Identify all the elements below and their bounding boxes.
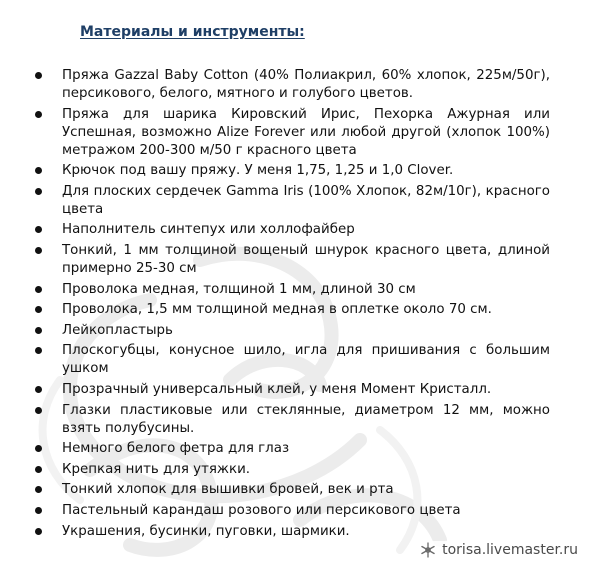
list-item: Проволока, 1,5 мм толщиной медная в оплетке около 70 см. — [0, 301, 600, 319]
bullet-icon — [35, 445, 42, 452]
list-item: Украшения, бусинки, пуговки, шармики. — [0, 523, 600, 541]
bullet-icon — [35, 167, 42, 174]
bullet-icon — [35, 386, 42, 393]
list-item: Крючок под вашу пряжу. У меня 1,75, 1,25 и 1,0 Clover. — [0, 162, 600, 180]
watermark-text: torisa.livemaster.ru — [442, 542, 578, 558]
bullet-icon — [35, 507, 42, 514]
list-item: Крепкая нить для утяжки. — [0, 461, 600, 479]
site-watermark — [416, 541, 582, 559]
bullet-icon — [35, 486, 42, 493]
list-item: Тонкий хлопок для вышивки бровей, век и рта — [0, 481, 600, 499]
list-item: Плоскогубцы, конусное шило, игла для пришивания с большим ушком — [0, 342, 600, 378]
list-item: Немного белого фетра для глаз — [0, 440, 600, 458]
bullet-icon — [35, 407, 42, 414]
list-item: Прозрачный универсальный клей, у меня Момент Кристалл. — [0, 381, 600, 399]
bullet-icon — [35, 111, 42, 118]
snowflake-icon — [420, 542, 436, 558]
bullet-icon — [35, 72, 42, 79]
list-item: Тонкий, 1 мм толщиной вощеный шнурок красного цвета, длиной примерно 25-30 см — [0, 242, 600, 278]
list-item: Для плоских сердечек Gamma Iris (100% Хлопок, 82м/10г), красного цвета — [0, 183, 600, 219]
bullet-icon — [35, 306, 42, 313]
list-item: Глазки пластиковые или стеклянные, диаметром 12 мм, можно взять полубусины. — [0, 402, 600, 438]
bullet-icon — [35, 327, 42, 334]
bullet-icon — [35, 247, 42, 254]
bullet-icon — [35, 466, 42, 473]
bullet-icon — [35, 286, 42, 293]
list-item: Пряжа Gazzal Baby Cotton (40% Полиакрил, 60% хлопок, 225м/50г), персикового, белого, мятного и голубого цветов. — [0, 67, 600, 103]
materials-list — [0, 67, 600, 543]
bullet-icon — [35, 188, 42, 195]
list-item: Наполнитель синтепух или холлофайбер — [0, 221, 600, 239]
list-item: Пастельный карандаш розового или персикового цвета — [0, 502, 600, 520]
list-item: Лейкопластырь — [0, 322, 600, 340]
bullet-icon — [35, 347, 42, 354]
list-item: Пряжа для шарика Кировский Ирис, Пехорка Ажурная или Успешная, возможно Alize Forever или любой другой (хлопок 100%) метражом 200-300 м/50 г красного цвета — [0, 106, 600, 160]
list-item: Проволока медная, толщиной 1 мм, длиной 30 см — [0, 281, 600, 299]
section-heading: Материалы и инструменты: — [80, 24, 305, 40]
bullet-icon — [35, 226, 42, 233]
bullet-icon — [35, 528, 42, 535]
